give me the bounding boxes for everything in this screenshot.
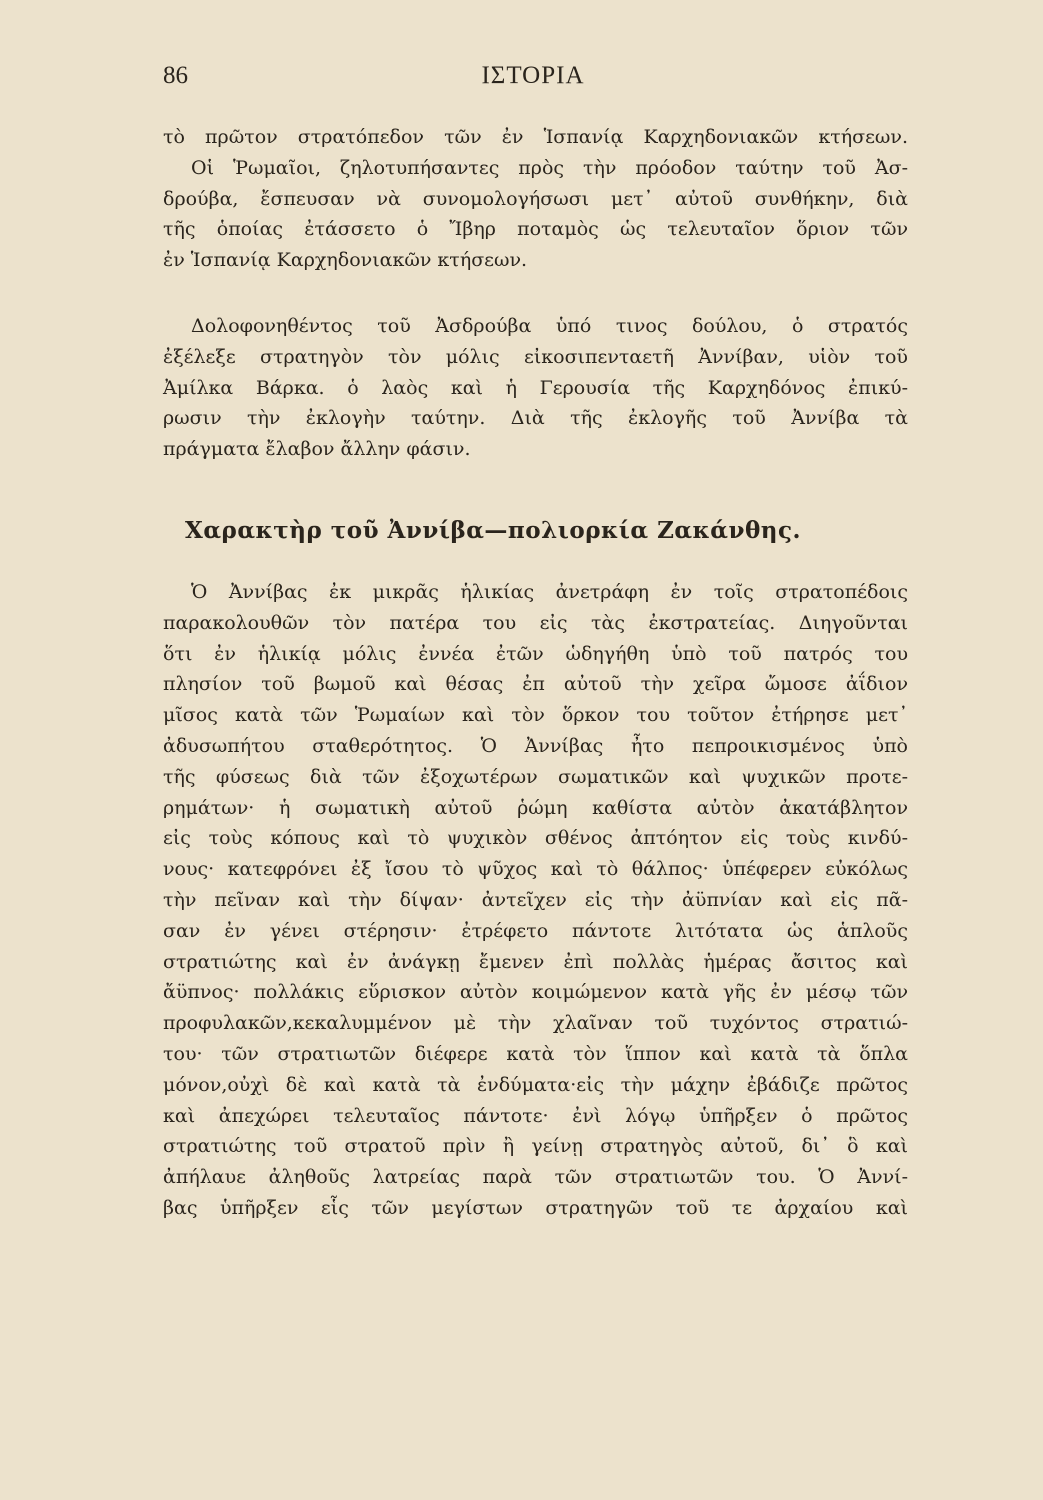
text-line: ἀδυσωπήτου σταθερότητος. Ὁ Ἀννίβας ἦτο πεπροικισμένος ὑπὸ (163, 734, 908, 757)
text-line: στρατιώτης καὶ ἐν ἀνάγκῃ ἔμενεν ἐπὶ πολλὰς ἡμέρας ἄσιτος καὶ (163, 950, 908, 973)
text-line: παρακολουθῶν τὸν πατέρα του εἰς τὰς ἐκστρατείας. Διηγοῦνται (163, 611, 908, 634)
paragraph-1 (163, 122, 908, 276)
text-line: τῆς ὁποίας ἐτάσσετο ὁ Ἴβηρ ποταμὸς ὡς τελευταῖον ὅριον τῶν (163, 218, 908, 241)
section-heading: Χαρακτὴρ τοῦ Ἀννίβα—πολιορκία Ζακάνθης. (185, 517, 802, 544)
text-line: Ἀμίλκα Βάρκα. ὁ λαὸς καὶ ἡ Γερουσία τῆς Καρχηδόνος ἐπικύ- (163, 376, 908, 399)
text-line: Οἱ Ῥωμαῖοι, ζηλοτυπήσαντες πρὸς τὴν πρόοδον ταύτην τοῦ Ἀσ- (191, 156, 908, 179)
text-line: τὴν πεῖναν καὶ τὴν δίψαν· ἀντεῖχεν εἰς τὴν ἀϋπνίαν καὶ εἰς πᾶ- (163, 888, 908, 911)
paragraph-2 (163, 311, 908, 465)
running-title: ΙΣΤΟΡΙΑ (481, 62, 585, 89)
text-line: ἐξέλεξε στρατηγὸν τὸν μόλις εἰκοσιπενταετῆ Ἀννίβαν, υἱὸν τοῦ (163, 345, 908, 368)
text-line: πράγματα ἔλαβον ἄλλην φάσιν. (163, 438, 471, 461)
text-line: πλησίον τοῦ βωμοῦ καὶ θέσας ἐπ αὐτοῦ τὴν χεῖρα ὤμοσε ἀΐδιον (163, 673, 908, 696)
text-line: του· τῶν στρατιωτῶν διέφερε κατὰ τὸν ἵππον καὶ κατὰ τὰ ὅπλα (163, 1042, 908, 1065)
text-line: Δολοφονηθέντος τοῦ Ἀσδρούβα ὑπό τινος δούλου, ὁ στρατός (191, 315, 908, 337)
text-line: σαν ἐν γένει στέρησιν· ἐτρέφετο πάντοτε λιτότατα ὡς ἁπλοῦς (163, 919, 908, 942)
text-line: βας ὑπῆρξεν εἷς τῶν μεγίστων στρατηγῶν τοῦ τε ἀρχαίου καὶ (163, 1196, 908, 1219)
text-line: εἰς τοὺς κόπους καὶ τὸ ψυχικὸν σθένος ἀπτόητον εἰς τοὺς κινδύ- (163, 827, 908, 850)
text-line: μῖσος κατὰ τῶν Ῥωμαίων καὶ τὸν ὅρκον του τοῦτον ἐτήρησε μετ᾽ (163, 704, 908, 727)
text-line: νους· κατεφρόνει ἐξ ἴσου τὸ ψῦχος καὶ τὸ θάλπος· ὑπέφερεν εὐκόλως (163, 858, 908, 881)
page-header (163, 62, 903, 94)
text-line: προφυλακῶν,κεκαλυμμένον μὲ τὴν χλαῖναν τοῦ τυχόντος στρατιώ- (163, 1012, 908, 1035)
text-line: ὅτι ἐν ἡλικίᾳ μόλις ἐννέα ἐτῶν ὡδηγήθη ὑπὸ τοῦ πατρός του (163, 642, 908, 665)
text-line: μόνον,οὐχὶ δὲ καὶ κατὰ τὰ ἐνδύματα·εἰς τὴν μάχην ἐβάδιζε πρῶτος (163, 1073, 908, 1096)
paragraph-3 (163, 577, 908, 1224)
text-line: στρατιώτης τοῦ στρατοῦ πρὶν ἢ γείνῃ στρατηγὸς αὐτοῦ, δι᾽ ὃ καὶ (163, 1135, 908, 1158)
text-line: ρωσιν τὴν ἐκλογὴν ταύτην. Διὰ τῆς ἐκλογῆς τοῦ Ἀννίβα τὰ (163, 407, 908, 430)
text-line: ἄϋπνος· πολλάκις εὕρισκον αὐτὸν κοιμώμενον κατὰ γῆς ἐν μέσῳ τῶν (163, 981, 908, 1004)
text-line: δρούβα, ἔσπευσαν νὰ συνομολογήσωσι μετ᾽ αὐτοῦ συνθήκην, διὰ (163, 187, 908, 210)
text-line: ἀπήλαυε ἀληθοῦς λατρείας παρὰ τῶν στρατιωτῶν του. Ὁ Ἀννί- (163, 1166, 908, 1189)
text-line: Ὁ Ἀννίβας ἐκ μικρᾶς ἡλικίας ἀνετράφη ἐν τοῖς στρατοπέδοις (191, 581, 908, 603)
text-line: τὸ πρῶτον στρατόπεδον τῶν ἐν Ἱσπανίᾳ Καρχηδονιακῶν κτήσεων. (163, 126, 908, 148)
text-line: ρημάτων· ἡ σωματικὴ αὐτοῦ ῥώμη καθίστα αὐτὸν ἀκατάβλητον (163, 796, 908, 819)
text-line: ἐν Ἱσπανίᾳ Καρχηδονιακῶν κτήσεων. (163, 249, 528, 272)
page-number: 86 (163, 62, 188, 89)
text-line: καὶ ἀπεχώρει τελευταῖος πάντοτε· ἐνὶ λόγῳ ὑπῆρξεν ὁ πρῶτος (163, 1104, 908, 1127)
text-line: τῆς φύσεως διὰ τῶν ἐξοχωτέρων σωματικῶν καὶ ψυχικῶν προτε- (163, 765, 908, 788)
